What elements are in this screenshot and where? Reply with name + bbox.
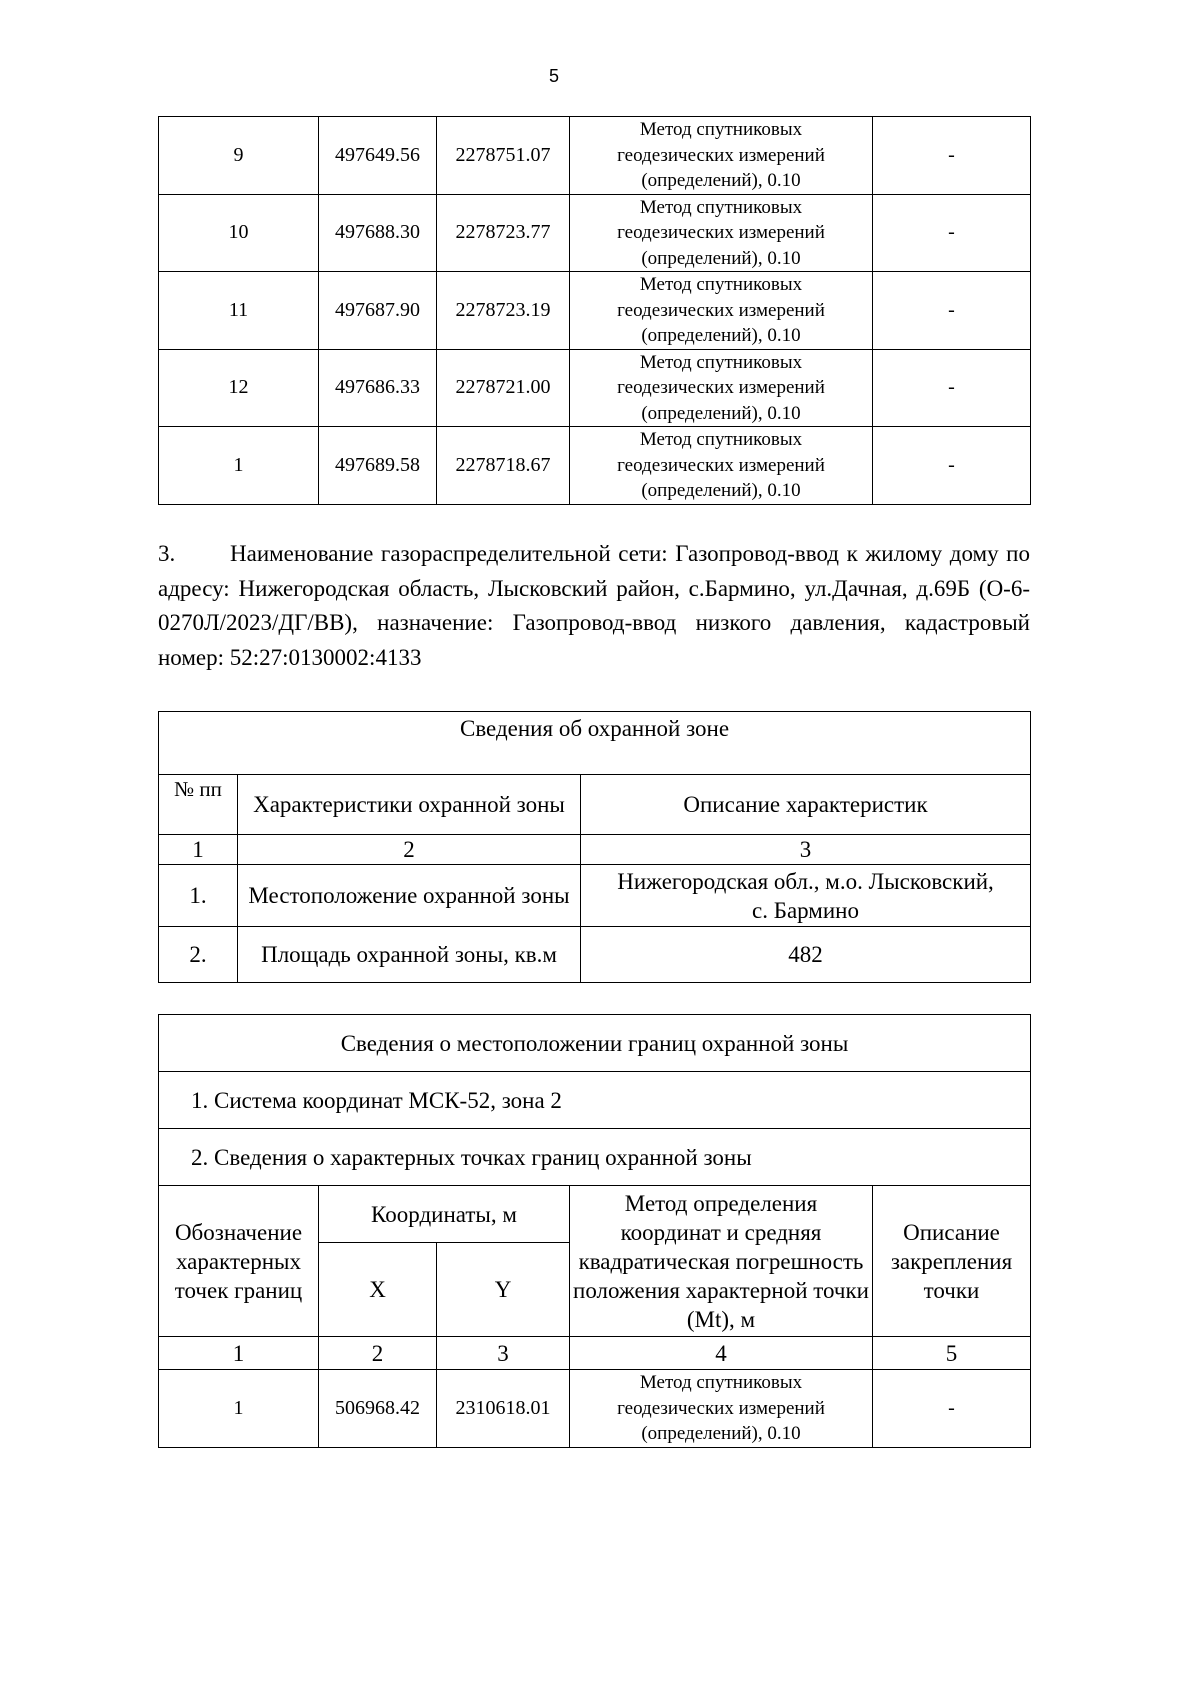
coordinate-x: 497686.33 bbox=[319, 349, 437, 427]
coordinate-y: 2278721.00 bbox=[437, 349, 570, 427]
method-accuracy bbox=[570, 1370, 873, 1448]
coordinate-y: 2278723.77 bbox=[437, 194, 570, 272]
point-number: 10 bbox=[159, 194, 319, 272]
method-accuracy bbox=[570, 349, 873, 427]
page-number: 5 bbox=[548, 66, 559, 86]
boundaries-title: Сведения о местоположении границ охранной зоны bbox=[159, 1015, 1031, 1072]
row-characteristic: Площадь охранной зоны, кв.м bbox=[238, 927, 581, 983]
header-characteristics: Характеристики охранной зоны bbox=[238, 775, 581, 835]
header-coordinates: Координаты, м bbox=[319, 1186, 570, 1243]
section-3-paragraph bbox=[158, 537, 1030, 675]
coordinate-x: 497649.56 bbox=[319, 117, 437, 195]
points-info-line: 2. Сведения о характерных точках границ охранной зоны bbox=[159, 1129, 1031, 1186]
method-line: геодезических измерений bbox=[617, 222, 825, 243]
fixing-description: - bbox=[873, 194, 1031, 272]
header-description: Описание характеристик bbox=[581, 775, 1031, 835]
coordinate-row bbox=[159, 272, 1031, 350]
method-accuracy bbox=[570, 194, 873, 272]
coordinate-y: 2278718.67 bbox=[437, 427, 570, 505]
coordinate-y: 2310618.01 bbox=[437, 1370, 570, 1448]
index-cell: 5 bbox=[873, 1337, 1031, 1370]
coordinate-row bbox=[159, 427, 1031, 505]
method-line: Метод спутниковых bbox=[639, 351, 803, 373]
protection-zone-info-table bbox=[158, 711, 1031, 983]
section-number: 3. bbox=[158, 541, 176, 566]
coordinates-table-continuation bbox=[158, 116, 1031, 505]
index-cell: 2 bbox=[238, 835, 581, 865]
fixing-description: - bbox=[873, 427, 1031, 505]
method-line: (определений), 0.10 bbox=[641, 247, 801, 269]
point-number: 11 bbox=[159, 272, 319, 350]
header-x: X bbox=[319, 1243, 437, 1337]
coordinate-x: 506968.42 bbox=[319, 1370, 437, 1448]
method-line: Метод спутниковых bbox=[639, 119, 803, 140]
method-accuracy bbox=[570, 427, 873, 505]
coordinate-row bbox=[159, 117, 1031, 195]
method-line: геодезических измерений bbox=[617, 1397, 825, 1419]
method-line: (определений), 0.10 bbox=[641, 402, 801, 424]
method-line: (определений), 0.10 bbox=[641, 1423, 801, 1445]
method-line: (определений), 0.10 bbox=[641, 480, 801, 501]
fixing-description: - bbox=[873, 117, 1031, 195]
coordinate-y: 2278723.19 bbox=[437, 272, 570, 350]
row-description: 482 bbox=[581, 927, 1031, 983]
method-line: Метод спутниковых bbox=[639, 274, 803, 295]
boundary-location-table bbox=[158, 1014, 1031, 1448]
row-num: 1. bbox=[159, 865, 238, 927]
coordinate-row bbox=[159, 349, 1031, 427]
row-description-line: Нижегородская обл., м.о. Лысковский, bbox=[617, 868, 994, 894]
header-y: Y bbox=[437, 1243, 570, 1337]
header-fixing-description: Описание закрепления точки bbox=[873, 1186, 1031, 1337]
point-number: 12 bbox=[159, 349, 319, 427]
method-line: (определений), 0.10 bbox=[641, 325, 801, 346]
row-description bbox=[581, 865, 1031, 927]
index-cell: 1 bbox=[159, 835, 238, 865]
point-number: 1 bbox=[159, 427, 319, 505]
header-points: Обозначение характерных точек границ bbox=[159, 1186, 319, 1337]
index-cell: 2 bbox=[319, 1337, 437, 1370]
point-number: 9 bbox=[159, 117, 319, 195]
method-line: геодезических измерений bbox=[617, 377, 825, 398]
row-characteristic: Местоположение охранной зоны bbox=[238, 865, 581, 927]
index-cell: 1 bbox=[159, 1337, 319, 1370]
coordinate-system-line: 1. Система координат МСК-52, зона 2 bbox=[159, 1072, 1031, 1129]
coordinate-x: 497689.58 bbox=[319, 427, 437, 505]
method-line: геодезических измерений bbox=[617, 299, 825, 321]
fixing-description: - bbox=[873, 349, 1031, 427]
coordinate-x: 497687.90 bbox=[319, 272, 437, 350]
method-accuracy bbox=[570, 272, 873, 350]
index-cell: 3 bbox=[581, 835, 1031, 865]
header-num: № пп bbox=[159, 775, 238, 835]
coordinate-x: 497688.30 bbox=[319, 194, 437, 272]
header-method: Метод определения координат и средняя квадратическая погрешность положения характерной точки (Mt), м bbox=[570, 1186, 873, 1337]
method-accuracy bbox=[570, 117, 873, 195]
method-line: геодезических измерений bbox=[617, 144, 825, 166]
fixing-description: - bbox=[873, 272, 1031, 350]
method-line: (определений), 0.10 bbox=[641, 170, 801, 191]
point-number: 1 bbox=[159, 1370, 319, 1448]
row-description-line: с. Бармино bbox=[752, 897, 859, 923]
coordinate-y: 2278751.07 bbox=[437, 117, 570, 195]
index-cell: 3 bbox=[437, 1337, 570, 1370]
fixing-description: - bbox=[873, 1370, 1031, 1448]
method-line: геодезических измерений bbox=[617, 454, 825, 476]
method-line: Метод спутниковых bbox=[639, 1372, 803, 1394]
method-line: Метод спутниковых bbox=[639, 196, 803, 218]
index-cell: 4 bbox=[570, 1337, 873, 1370]
row-num: 2. bbox=[159, 927, 238, 983]
section-text: Наименование газораспределительной сети: Газопровод-ввод к жилому дому по адресу: Нижегородская область, Лысковский район, с.Бармино, ул.Дачная, д.69Б (О-6-0270Л/2023/ДГ/ВВ), назначение: Газопровод-ввод низкого давления, кадастровый номер: 52:27:0130002:4133 bbox=[158, 541, 1030, 670]
method-line: Метод спутниковых bbox=[639, 429, 803, 450]
zone-info-title: Сведения об охранной зоне bbox=[159, 712, 1031, 775]
coordinate-row bbox=[159, 194, 1031, 272]
